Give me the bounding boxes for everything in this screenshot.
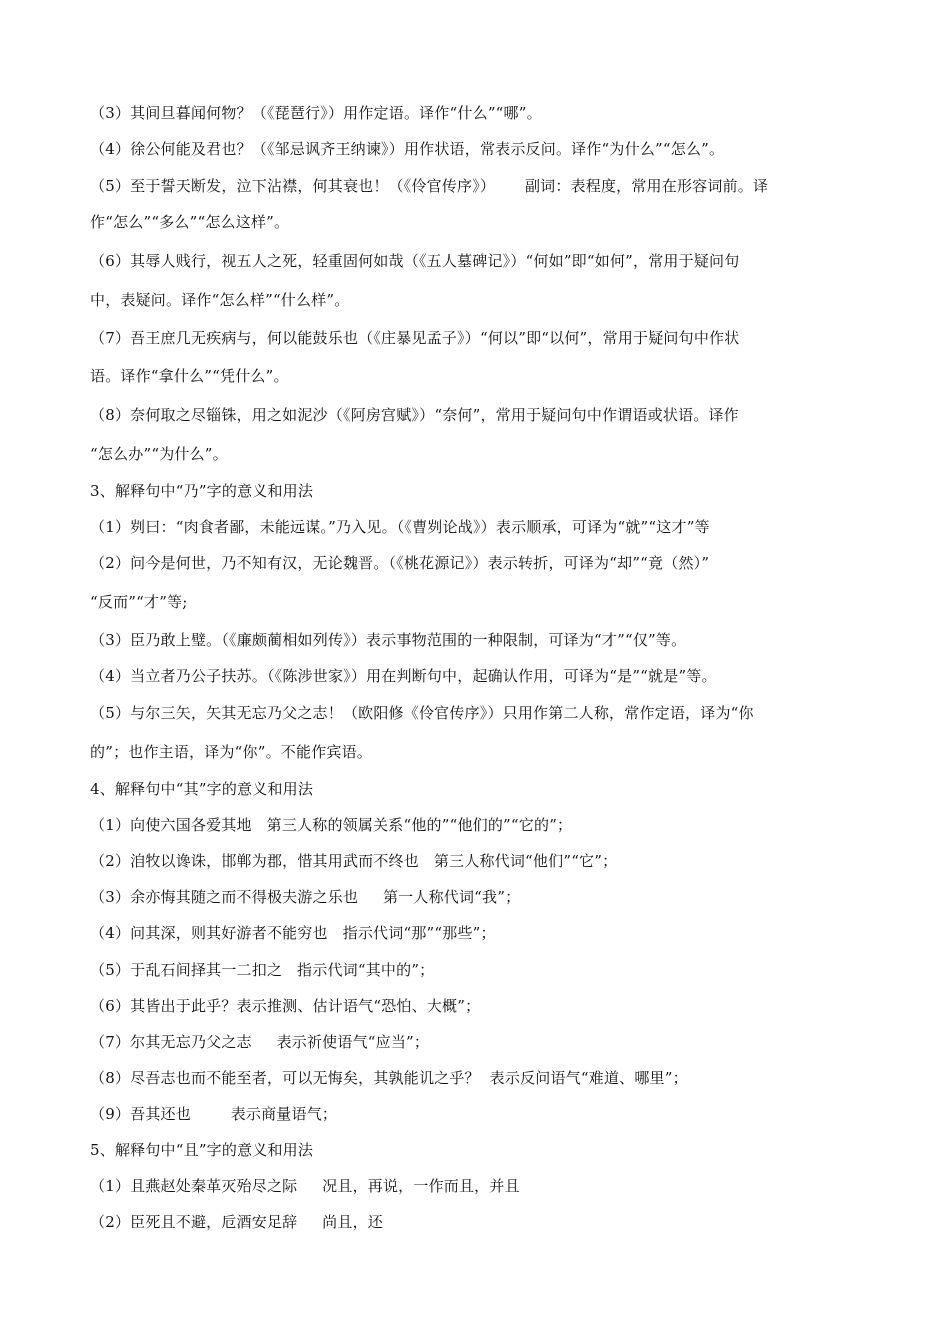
text-line: （9）吾其还也 表示商量语气； bbox=[90, 1105, 338, 1123]
section-heading: 4、解释句中“其”字的意义和用法 bbox=[90, 780, 314, 798]
text-line: （2）臣死且不避，卮酒安足辞 尚且，还 bbox=[90, 1213, 383, 1231]
text-line: （4）问其深，则其好游者不能穷也 指示代词“那”“那些”； bbox=[90, 924, 496, 942]
text-line: （5）与尔三矢，矢其无忘乃父之志！（欧阳修《伶官传序》）只用作第二人称，常作定语，译为“你 bbox=[90, 704, 754, 722]
text-line: “怎么办”“为什么”。 bbox=[90, 445, 228, 463]
text-line: （1）向使六国各爱其地 第三人称的领属关系“他的”“他们的”“它的”； bbox=[90, 816, 573, 834]
text-line: （7）吾王庶几无疾病与，何以能鼓乐也（《庄暴见孟子》）“何以”即“以何”，常用于疑问句中作状 bbox=[90, 329, 740, 347]
text-line: （6）其皆出于此乎？表示推测、估计语气“恐怕、大概”； bbox=[90, 997, 481, 1015]
text-line: （2）洎牧以谗诛，邯郸为郡，惜其用武而不终也 第三人称代词“他们”“它”； bbox=[90, 852, 618, 870]
text-line: （3）其间旦暮闻何物？（《琵琶行》）用作定语。译作“什么”“哪”。 bbox=[90, 104, 542, 122]
text-line: （4）当立者乃公子扶苏。（《陈涉世家》）用在判断句中，起确认作用，可译为“是”“就是”等。 bbox=[90, 667, 717, 685]
text-line: 的”；也作主语，译为“你”。不能作宾语。 bbox=[90, 743, 373, 761]
text-line: （3）余亦悔其随之而不得极夫游之乐也 第一人称代词“我”； bbox=[90, 888, 521, 906]
text-line: （8）尽吾志也而不能至者，可以无悔矣，其孰能讥之乎？ 表示反问语气“难道、哪里”； bbox=[90, 1069, 688, 1087]
section-heading: 5、解释句中“且”字的意义和用法 bbox=[90, 1141, 314, 1159]
text-line: （6）其辱人贱行，视五人之死，轻重固何如哉（《五人墓碑记》）“何如”即“如何”，常用于疑问句 bbox=[90, 252, 740, 270]
text-line: （2）问今是何世，乃不知有汉，无论魏晋。（《桃花源记》）表示转折，可译为“却”“竟（然）” bbox=[90, 554, 710, 572]
section-heading: 3、解释句中“乃”字的意义和用法 bbox=[90, 482, 314, 500]
text-line: （3）臣乃敢上璧。（《廉颇蔺相如列传》）表示事物范围的一种限制，可译为“才”“仅”等。 bbox=[90, 631, 687, 649]
text-line: 作“怎么”“多么”“怎么这样”。 bbox=[90, 213, 290, 231]
text-line: （8）奈何取之尽锱铢，用之如泥沙（《阿房宫赋》）“奈何”，常用于疑问句中作谓语或状语。译作 bbox=[90, 406, 739, 424]
text-line: （1）且燕赵处秦革灭殆尽之际 况且，再说，一作而且，并且 bbox=[90, 1177, 520, 1195]
text-line: 中，表疑问。译作“怎么样”“什么样”。 bbox=[90, 291, 350, 309]
text-line: 语。译作“拿什么”“凭什么”。 bbox=[90, 367, 289, 385]
text-line: （7）尔其无忘乃父之志 表示祈使语气“应当”； bbox=[90, 1033, 430, 1051]
text-line: “反而”“才”等; bbox=[90, 593, 188, 611]
text-line: （5）于乱石间择其一二扣之 指示代词“其中的”； bbox=[90, 961, 435, 979]
text-line: （1）刿曰：“肉食者鄙，未能远谋。”乃入见。（《曹刿论战》）表示顺承，可译为“就”“这才”等 bbox=[90, 518, 710, 536]
text-line: （4）徐公何能及君也？（《邹忌讽齐王纳谏》）用作状语，常表示反问。译作“为什么”“怎么”。 bbox=[90, 140, 725, 158]
text-line: （5）至于誓天断发，泣下沾襟，何其衰也！（《伶官传序》） 副词：表程度，常用在形容词前。译 bbox=[90, 177, 769, 195]
